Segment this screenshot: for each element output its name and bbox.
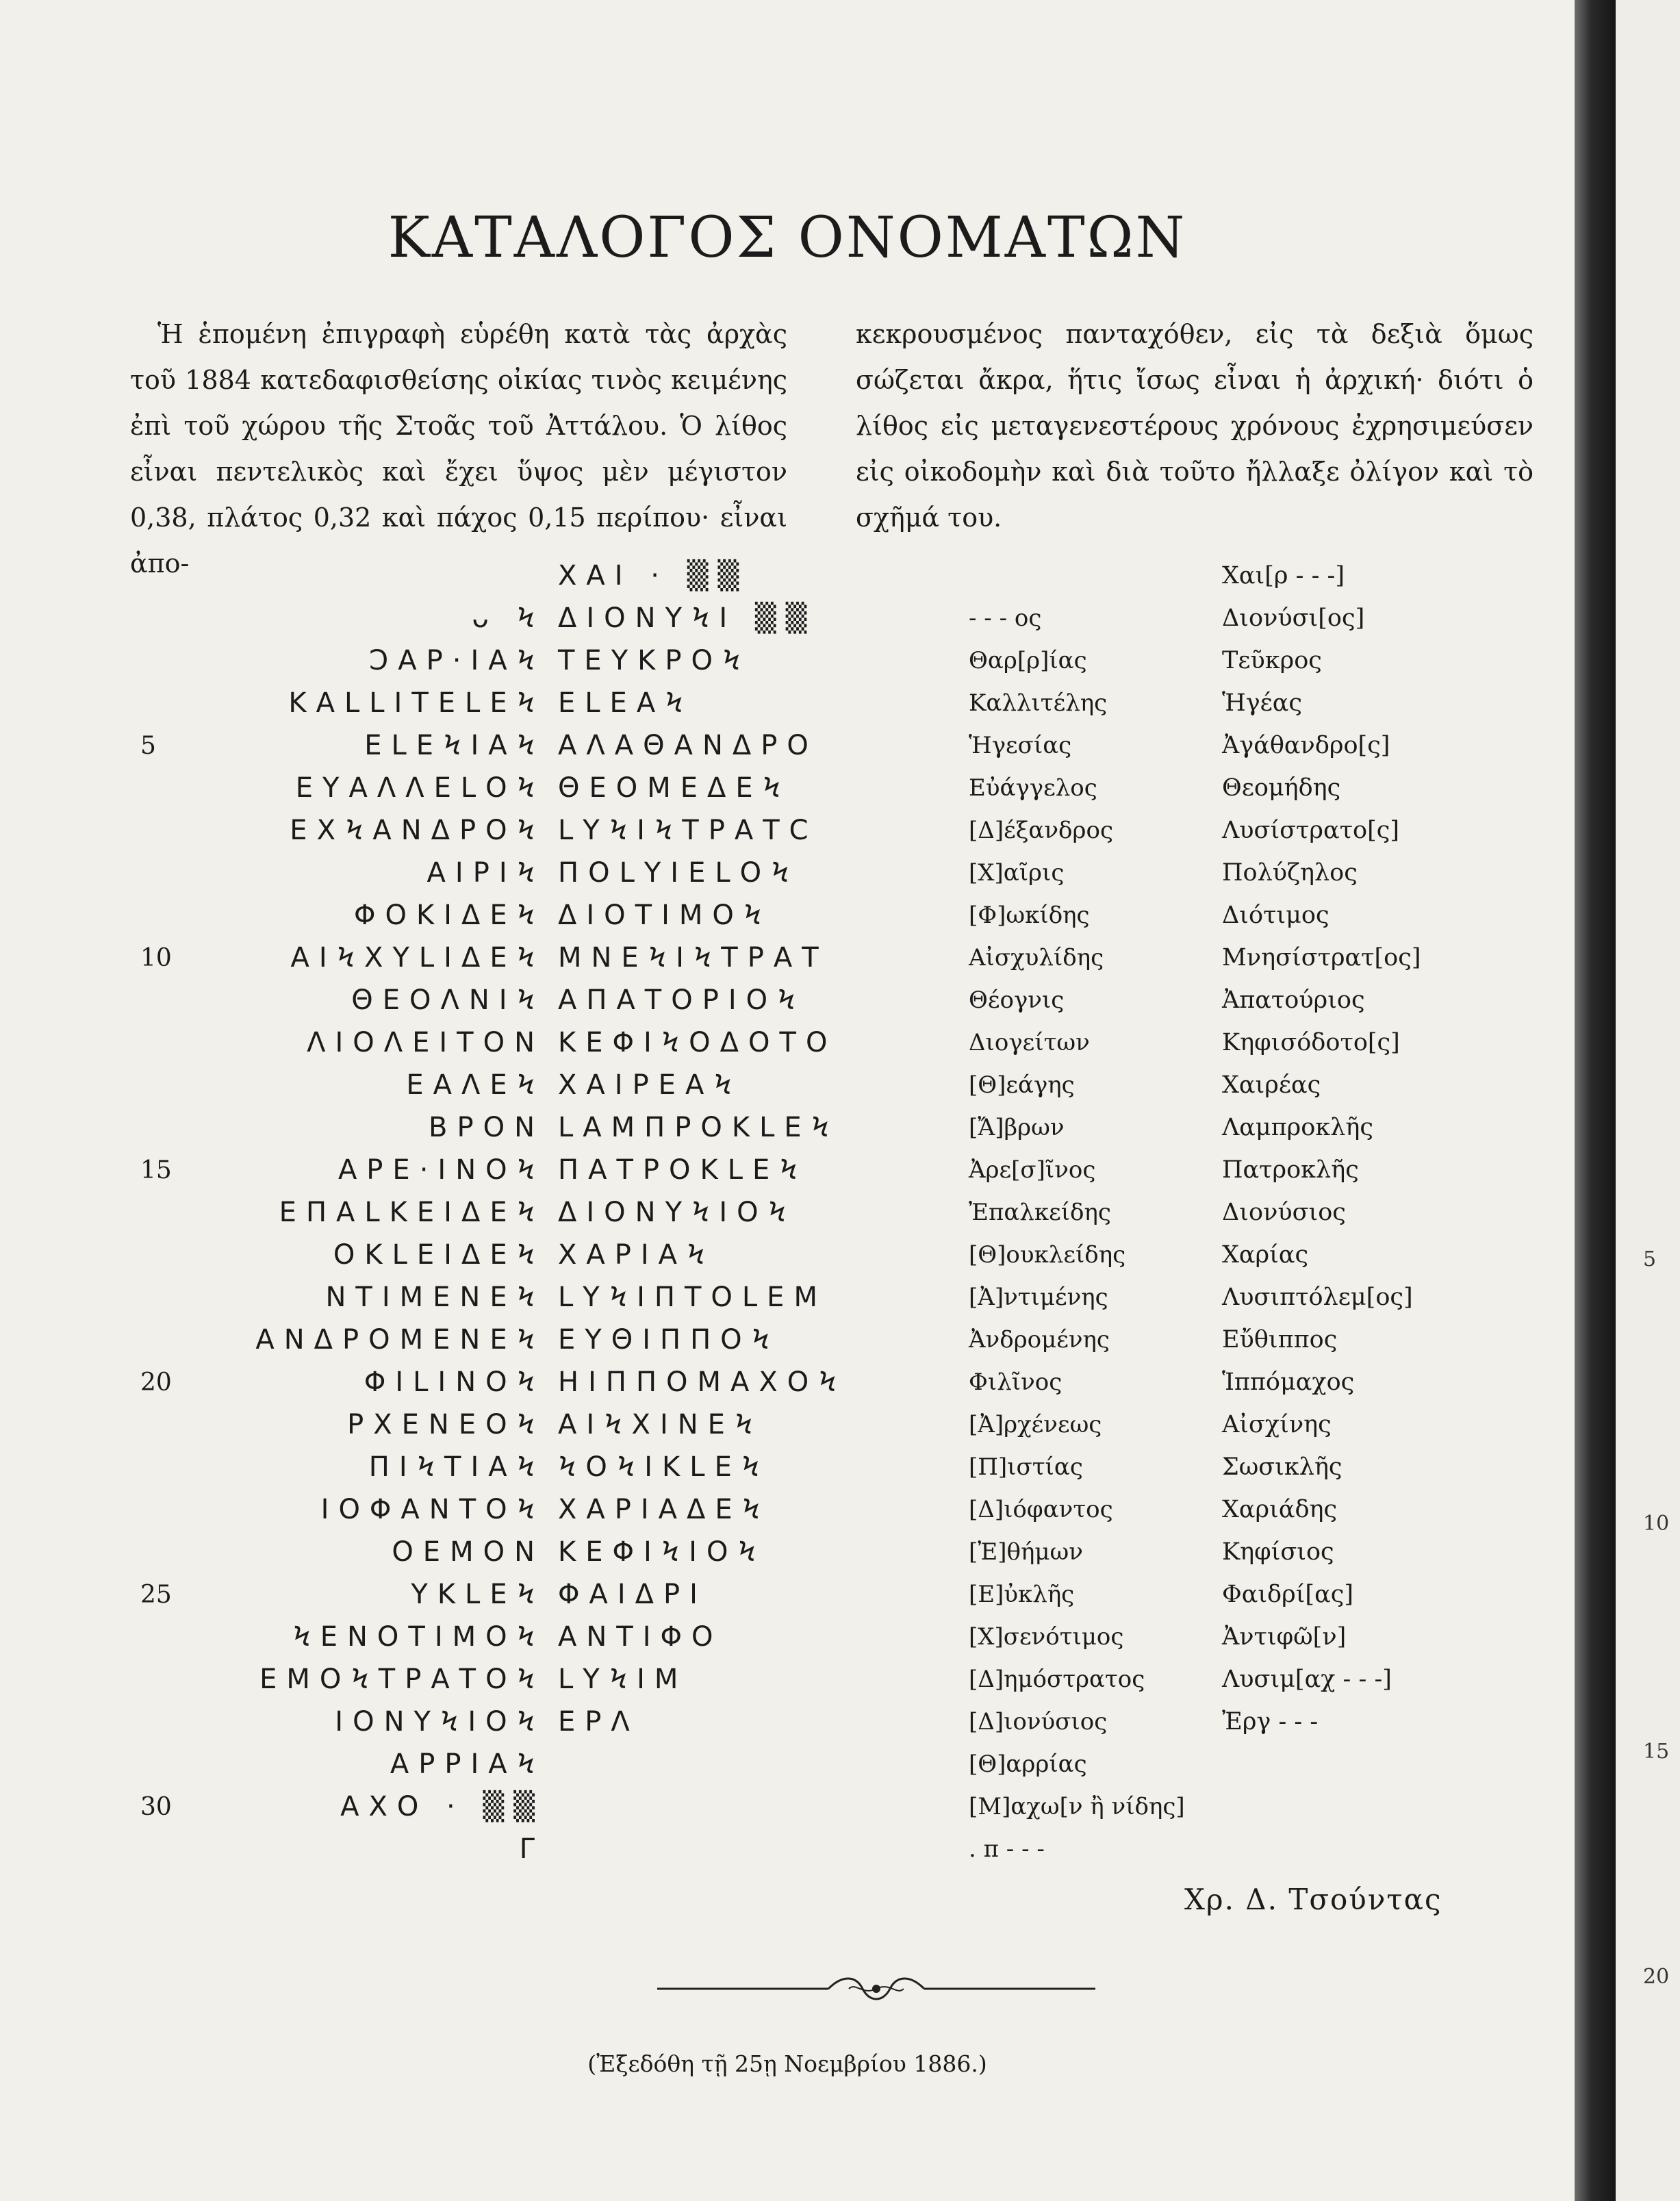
- inscription-left-column: ΒΡΟΝ: [429, 1112, 544, 1143]
- inscription-right-column: LΥϞΙΜ: [558, 1664, 688, 1695]
- inscription-right-column: ΘΕΟΜΕΔΕϞ: [558, 772, 791, 804]
- transcription-left-name: [Φ]ωκίδης: [969, 902, 1090, 929]
- inscription-right-column: ΠΑΤΡΟΚLΕϞ: [558, 1154, 807, 1186]
- transcription-right-name: Διονύσιος: [1222, 1199, 1346, 1226]
- inscription-right-column: LΑΜΠΡΟΚLΕϞ: [558, 1112, 839, 1143]
- inscription-right-column: LΥϞΙΠΤΟLΕΜ: [558, 1282, 827, 1313]
- line-number: 25: [140, 1580, 172, 1609]
- transcription-left-name: Αἰσχυλίδης: [969, 944, 1104, 971]
- transcription-left-name: [Θ]εάγης: [969, 1071, 1075, 1099]
- inscription-left-column: ΠΙϞΤΙΑϞ: [368, 1451, 544, 1483]
- transcription-right-name: Χαιρέας: [1222, 1071, 1321, 1099]
- transcription-left-name: [Ἄ]βρων: [969, 1114, 1065, 1141]
- inscription-right-column: ΕLΕΑϞ: [558, 687, 693, 719]
- inscription-right-column: ΦΑΙΔΡΙ: [558, 1579, 707, 1610]
- inscription-left-column: ϞΕΝΟΤΙΜΟϞ: [292, 1621, 544, 1653]
- author-signature: Χρ. Δ. Τσούντας: [1184, 1883, 1442, 1916]
- inscription-left-column: ΝΤΙΜΕΝΕϞ: [325, 1282, 544, 1313]
- transcription-right-name: Ἀντιφῶ[ν]: [1222, 1623, 1347, 1651]
- inscription-right-column: LΥϞΙϞΤΡΑΤϹ: [558, 815, 818, 846]
- inscription-left-column: ΦΟΚΙΔΕϞ: [353, 900, 544, 931]
- transcription-right-name: Φαιδρί[ας]: [1222, 1581, 1353, 1608]
- transcription-left-name: Φιλῖνος: [969, 1369, 1062, 1396]
- transcription-right-name: Διότιμος: [1222, 902, 1329, 929]
- transcription-left-name: [Ε]ὐκλῆς: [969, 1581, 1075, 1608]
- inscription-right-column: ΗΙΠΠΟΜΑΧΟϞ: [558, 1366, 846, 1398]
- transcription-right-name: Εὔθιππος: [1222, 1326, 1338, 1353]
- transcription-right-name: Αἰσχίνης: [1222, 1411, 1332, 1438]
- inscription-right-column: ΕΥΘΙΠΠΟϞ: [558, 1324, 780, 1356]
- line-number: 10: [140, 943, 172, 972]
- inscription-right-column: ΑΛΑΘΑΝΔΡΟ: [558, 730, 818, 761]
- transcription-left-name: [Ἀ]ντιμένης: [969, 1284, 1108, 1311]
- transcription-right-name: Ἀγάθανδρο[ς]: [1222, 732, 1390, 759]
- transcription-right-name: Κηφίσιος: [1222, 1538, 1334, 1566]
- line-number: 20: [140, 1368, 172, 1397]
- inscription-right-column: ΚΕΦΙϞΙΟϞ: [558, 1536, 765, 1568]
- transcription-left-name: [Π]ιστίας: [969, 1453, 1083, 1481]
- transcription-left-name: [Δ]ιονύσιος: [969, 1708, 1108, 1735]
- inscription-left-column: ΕΜΟϞΤΡΑΤΟϞ: [259, 1664, 544, 1695]
- margin-line-number: 15: [1643, 1740, 1670, 1764]
- inscription-left-column: ΥΚLΕϞ: [411, 1579, 544, 1610]
- transcription-right-name: Ἡγέας: [1222, 689, 1303, 717]
- transcription-right-name: Ἀπατούριος: [1222, 987, 1365, 1014]
- transcription-left-name: Ἐπαλκείδης: [969, 1199, 1111, 1226]
- transcription-right-name: Χαι[ρ - - -]: [1222, 562, 1345, 589]
- margin-line-number: 5: [1643, 1247, 1657, 1271]
- publication-date-note: (Ἐξεδόθη τῇ 25ῃ Νοεμβρίου 1886.): [587, 2050, 987, 2077]
- transcription-right-name: Πατροκλῆς: [1222, 1156, 1359, 1184]
- inscription-left-column: ΑΡΕ·ΙΝΟϞ: [338, 1154, 544, 1186]
- inscription-right-column: ΜΝΕϞΙϞΤΡΑΤ: [558, 942, 828, 974]
- transcription-left-name: [Δ]ιόφαντος: [969, 1496, 1113, 1523]
- inscription-left-column: ΑΝΔΡΟΜΕΝΕϞ: [255, 1324, 544, 1356]
- transcription-left-name: Ἀνδρομένης: [969, 1326, 1110, 1353]
- intro-paragraph-left: Ἡ ἑπομένη ἐπιγραφὴ εὑρέθη κατὰ τὰς ἀρχὰς τοῦ 1884 κατεδαφισθείσης οἰκίας τινὸς κειμένης ἐπὶ τοῦ χώρου τῆς Στοᾶς τοῦ Ἀττάλου. Ὁ λίθος εἶναι πεντελικὸς καὶ ἔχει ὕψος μὲν μέγιστον 0,38, πλάτος 0,32 καὶ πάχος 0,15 περίπου· εἶναι ἀπο-: [130, 319, 787, 578]
- inscription-left-column: ΟΚLΕΙΔΕϞ: [333, 1239, 544, 1271]
- transcription-left-name: [Χ]σενότιμος: [969, 1623, 1124, 1651]
- transcription-left-name: [Δ]ημόστρατος: [969, 1666, 1145, 1693]
- inscription-right-column: ΑΠΑΤΟΡΙΟϞ: [558, 984, 805, 1016]
- transcription-right-name: Διονύσι[ος]: [1222, 605, 1365, 632]
- inscription-left-column: ΘΕΟΛΝΙϞ: [351, 984, 544, 1016]
- transcription-left-name: [Ἐ]θήμων: [969, 1538, 1083, 1566]
- inscription-right-column: ΤΕΥΚΡΟϞ: [558, 645, 750, 676]
- inscription-left-column: ΑΙΡΙϞ: [427, 857, 544, 889]
- transcription-left-name: Εὐάγγελος: [969, 774, 1097, 802]
- line-number: 15: [140, 1156, 172, 1184]
- inscription-left-column: ᴗ Ϟ: [472, 602, 544, 634]
- transcription-left-name: Καλλιτέλης: [969, 689, 1108, 717]
- inscription-left-column: ΚΑLLΙΤΕLΕϞ: [288, 687, 544, 719]
- inscription-right-column: ΑΝΤΙΦΟ: [558, 1621, 723, 1653]
- inscription-left-column: ΦΙLΙΝΟϞ: [364, 1366, 544, 1398]
- intro-paragraph-right: κεκρουσμένος πανταχόθεν, εἰς τὰ δεξιὰ ὅμως σώζεται ἄκρα, ἥτις ἴσως εἶναι ἡ ἀρχική· διότι ὁ λίθος εἰς μεταγενεστέρους χρόνους ἐχρησιμεύσεν εἰς οἰκοδομὴν καὶ διὰ τοῦτο ἤλλαξε ὀλίγον καὶ τὸ σχῆμά του.: [856, 319, 1533, 533]
- transcription-right-name: Πολύζηλος: [1222, 859, 1358, 887]
- inscription-left-column: ΡΧΕΝΕΟϞ: [347, 1409, 544, 1440]
- inscription-right-column: ϞΟϞΙΚLΕϞ: [558, 1451, 769, 1483]
- inscription-left-column: ΑΧΟ · ▒▒: [340, 1791, 544, 1822]
- line-number: 5: [140, 731, 156, 760]
- transcription-right-name: Θεομήδης: [1222, 774, 1341, 802]
- inscription-right-column: ΧΑΙ · ▒▒: [558, 560, 749, 591]
- transcription-right-name: Τεῦκρος: [1222, 647, 1322, 674]
- book-binding-edge: [1575, 0, 1616, 2201]
- transcription-left-name: Θαρ[ρ]ίας: [969, 647, 1087, 674]
- transcription-left-name: [Χ]αῖρις: [969, 859, 1065, 887]
- transcription-right-name: Λυσιμ[αχ - - -]: [1222, 1666, 1392, 1693]
- inscription-left-column: ΕΧϞΑΝΔΡΟϞ: [290, 815, 544, 846]
- transcription-left-name: [Δ]έξανδρος: [969, 817, 1114, 844]
- inscription-right-column: ΔΙΟΝΥϞΙ ▒▒: [558, 602, 817, 634]
- transcription-right-name: Μνησίστρατ[ος]: [1222, 944, 1421, 971]
- transcription-left-name: [Θ]αρρίας: [969, 1751, 1087, 1778]
- transcription-left-name: Ἀρε[σ]ῖνος: [969, 1156, 1096, 1184]
- transcription-right-name: Ἱππόμαχος: [1222, 1369, 1355, 1396]
- transcription-left-name: [Ἀ]ρχένεως: [969, 1411, 1102, 1438]
- inscription-left-column: ΛΙΟΛΕΙΤΟΝ: [307, 1027, 544, 1058]
- inscription-right-column: ΧΑΡΙΑΔΕϞ: [558, 1494, 770, 1525]
- transcription-right-name: Χαρίας: [1222, 1241, 1309, 1269]
- inscription-table: [140, 555, 1496, 1870]
- inscription-left-column: ϽΑΡ·ΙΑϞ: [369, 645, 544, 676]
- transcription-left-name: Διογείτων: [969, 1029, 1090, 1056]
- inscription-right-column: ΔΙΟΝΥϞΙΟϞ: [558, 1197, 796, 1228]
- inscription-left-column: ΟΕΜΟΝ: [392, 1536, 544, 1568]
- inscription-left-column: ΙΟΝΥϞΙΟϞ: [335, 1706, 544, 1738]
- inscription-right-column: ΧΑΡΙΑϞ: [558, 1239, 715, 1271]
- adjacent-page-margin: [1616, 0, 1680, 2201]
- transcription-right-name: Ἐργ - - -: [1222, 1708, 1319, 1735]
- transcription-right-name: Χαριάδης: [1222, 1496, 1338, 1523]
- inscription-right-column: ΑΙϞΧΙΝΕϞ: [558, 1409, 763, 1440]
- inscription-left-column: Γ: [519, 1833, 544, 1865]
- inscription-right-column: ΕΡΛ: [558, 1706, 639, 1738]
- transcription-right-name: Λαμπροκλῆς: [1222, 1114, 1373, 1141]
- line-number: 30: [140, 1792, 172, 1821]
- transcription-left-name: [Θ]ουκλείδης: [969, 1241, 1126, 1269]
- inscription-left-column: ΑΡΡΙΑϞ: [390, 1748, 544, 1780]
- margin-line-number: 20: [1643, 1965, 1670, 1989]
- margin-line-number: 10: [1643, 1512, 1670, 1536]
- inscription-left-column: ΙΟΦΑΝΤΟϞ: [320, 1494, 544, 1525]
- inscription-right-column: ΚΕΦΙϞΟΔΟΤΟ: [558, 1027, 837, 1058]
- transcription-left-name: Ἡγεσίας: [969, 732, 1072, 759]
- transcription-left-name: - - - ος: [969, 605, 1042, 632]
- inscription-right-column: ΔΙΟΤΙΜΟϞ: [558, 900, 772, 931]
- ornament-divider-icon: [657, 1968, 1095, 2009]
- transcription-left-name: [Μ]αχω[ν ἢ νίδης]: [969, 1793, 1185, 1820]
- inscription-right-column: ΧΑΙΡΕΑϞ: [558, 1069, 741, 1101]
- transcription-right-name: Λυσίστρατο[ς]: [1222, 817, 1399, 844]
- transcription-right-name: Λυσιπτόλεμ[ος]: [1222, 1284, 1413, 1311]
- transcription-left-name: . π - - -: [969, 1835, 1045, 1863]
- inscription-left-column: ΕLΕϞΙΑϞ: [364, 730, 544, 761]
- inscription-left-column: ΕΠΑLΚΕΙΔΕϞ: [279, 1197, 544, 1228]
- inscription-left-column: ΕΥΑΛΛΕLΟϞ: [295, 772, 544, 804]
- transcription-right-name: Σωσικλῆς: [1222, 1453, 1342, 1481]
- transcription-left-name: Θέογνις: [969, 987, 1065, 1014]
- inscription-left-column: ΕΑΛΕϞ: [406, 1069, 544, 1101]
- page-title: ΚΑΤΑΛΟΓΟΣ ΟΝΟΜΑΤΩΝ: [387, 205, 1187, 270]
- inscription-right-column: ΠΟLΥΙΕLΟϞ: [558, 857, 799, 889]
- inscription-left-column: ΑΙϞΧΥLΙΔΕϞ: [290, 942, 544, 974]
- transcription-right-name: Κηφισόδοτο[ς]: [1222, 1029, 1400, 1056]
